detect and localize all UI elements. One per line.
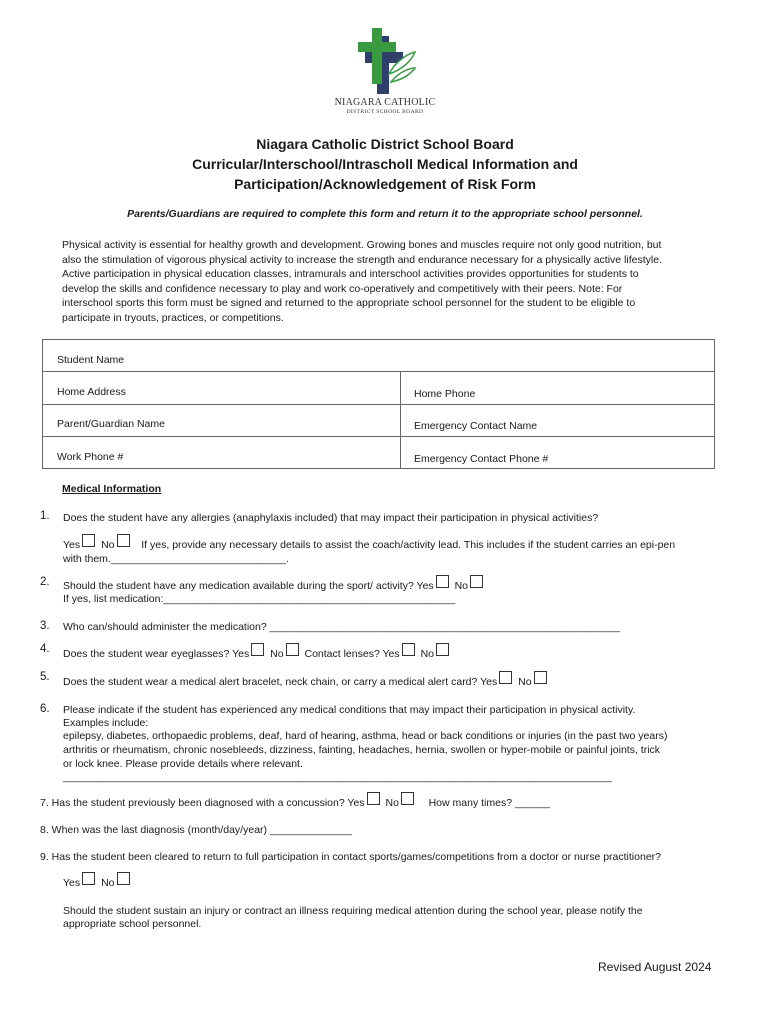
revision-date: Revised August 2024: [598, 960, 712, 974]
student-name-field[interactable]: Student Name: [57, 354, 125, 366]
medical-info-heading: Medical Information: [62, 483, 162, 495]
q1-number: 1.: [40, 510, 50, 522]
q6-line5: or lock knee. Please provide details where relevant.: [63, 758, 303, 770]
q3-number: 3.: [40, 620, 50, 632]
q1-yes-checkbox[interactable]: [82, 534, 95, 547]
emergency-contact-name-field[interactable]: Emergency Contact Name: [414, 420, 538, 432]
q1-text: Does the student have any allergies (anaphylaxis included) that may impact their participation in physical activities?: [63, 512, 599, 524]
parent-guardian-name-field[interactable]: Parent/Guardian Name: [57, 418, 165, 430]
q1-detail-line[interactable]: with them.______________________________.: [63, 553, 289, 565]
q7-no-checkbox[interactable]: [401, 792, 414, 805]
q5-yes-checkbox[interactable]: [499, 671, 512, 684]
student-info-grid: [42, 339, 715, 469]
form-title-line1: Niagara Catholic District School Board: [256, 136, 514, 152]
notice-line1: Should the student sustain an injury or contract an illness requiring medical attention during the school year, please notify the: [63, 905, 643, 917]
q6-line2: Examples include:: [63, 717, 149, 729]
q9-yes-checkbox[interactable]: [82, 872, 95, 885]
emergency-contact-phone-field[interactable]: Emergency Contact Phone #: [414, 453, 549, 465]
work-phone-field[interactable]: Work Phone #: [57, 451, 124, 463]
q4-contacts-yes-checkbox[interactable]: [402, 643, 415, 656]
q7-yes-checkbox[interactable]: [367, 792, 380, 805]
q4-number: 4.: [40, 643, 50, 655]
q5-number: 5.: [40, 671, 50, 683]
q5-no-checkbox[interactable]: [534, 671, 547, 684]
q4-contacts-no-checkbox[interactable]: [436, 643, 449, 656]
q2-medication-line[interactable]: If yes, list medication:__________________________________________________: [63, 593, 456, 605]
q4-eyeglasses-no-checkbox[interactable]: [286, 643, 299, 656]
q1-answer-row: Yes No If yes, provide any necessary details to assist the coach/activity lead. This includes if the student carries an epi-pen: [63, 534, 675, 553]
home-address-field[interactable]: Home Address: [57, 386, 126, 398]
q7-text: 7. Has the student previously been diagnosed with a concussion? Yes No How many times? ______: [40, 792, 550, 811]
q9-text: 9. Has the student been cleared to return to full participation in contact sports/games/competitions from a doctor or nurse practitioner?: [40, 851, 661, 863]
q2-number: 2.: [40, 576, 50, 588]
school-board-logo: [355, 24, 417, 94]
q6-line1: Please indicate if the student has experienced any medical conditions that may impact their participation in physical activity.: [63, 704, 636, 716]
q4-eyeglasses-yes-checkbox[interactable]: [251, 643, 264, 656]
form-title-line2: Curricular/Interschool/Intrascholl Medical Information and: [192, 156, 578, 172]
q9-answer-row: Yes No: [63, 872, 133, 891]
notice-line2: appropriate school personnel.: [63, 918, 202, 930]
q6-details-line[interactable]: ______________________________________________________________________________________________: [63, 771, 612, 783]
q9-no-checkbox[interactable]: [117, 872, 130, 885]
q6-number: 6.: [40, 703, 50, 715]
org-name: NIAGARA CATHOLIC DISTRICT SCHOOL BOARD: [334, 97, 436, 115]
q1-no-checkbox[interactable]: [117, 534, 130, 547]
form-title-line3: Participation/Acknowledgement of Risk Form: [234, 176, 536, 192]
q3-text[interactable]: Who can/should administer the medication? ____________________________________________________________: [63, 621, 620, 633]
intro-paragraph: Physical activity is essential for healthy growth and development. Growing bones and muscles require not only good nutrition, but also the stimulation of vigorous physical activity to increase the strength and endurance necessary for a physically active lifestyle. Active participation in physical education classes, intramurals and interschool activities provides opportunities for students to develop the skills and confidence necessary to play and work co-operatively and competitively with their peers. Note: For interschool sports this form must be signed and returned to the appropriate school personnel for the student to be eligible to participate in tryouts, practices, or competitions.: [62, 239, 662, 324]
q2-no-checkbox[interactable]: [470, 575, 483, 588]
q8-text[interactable]: 8. When was the last diagnosis (month/day/year) ______________: [40, 824, 352, 836]
form-subtitle: Parents/Guardians are required to complete this form and return it to the appropriate school personnel.: [127, 208, 643, 220]
home-phone-field[interactable]: Home Phone: [414, 388, 476, 400]
q2-text: Should the student have any medication available during the sport/ activity? Yes No: [63, 575, 486, 594]
q4-text: Does the student wear eyeglasses? Yes No Contact lenses? Yes No: [63, 643, 452, 662]
q6-line4: arthritis or rheumatism, chronic nosebleeds, dizziness, fainting, headaches, hernia, swollen or hyper-mobile or painful joints, trick: [63, 744, 661, 756]
q6-line3: epilepsy, diabetes, orthopaedic problems, deaf, hard of hearing, asthma, head or back conditions or injuries (in the past two years): [63, 730, 668, 742]
q5-text: Does the student wear a medical alert bracelet, neck chain, or carry a medical alert card? Yes No: [63, 671, 550, 690]
q7-times-field[interactable]: How many times? ______: [428, 797, 550, 809]
q2-yes-checkbox[interactable]: [436, 575, 449, 588]
